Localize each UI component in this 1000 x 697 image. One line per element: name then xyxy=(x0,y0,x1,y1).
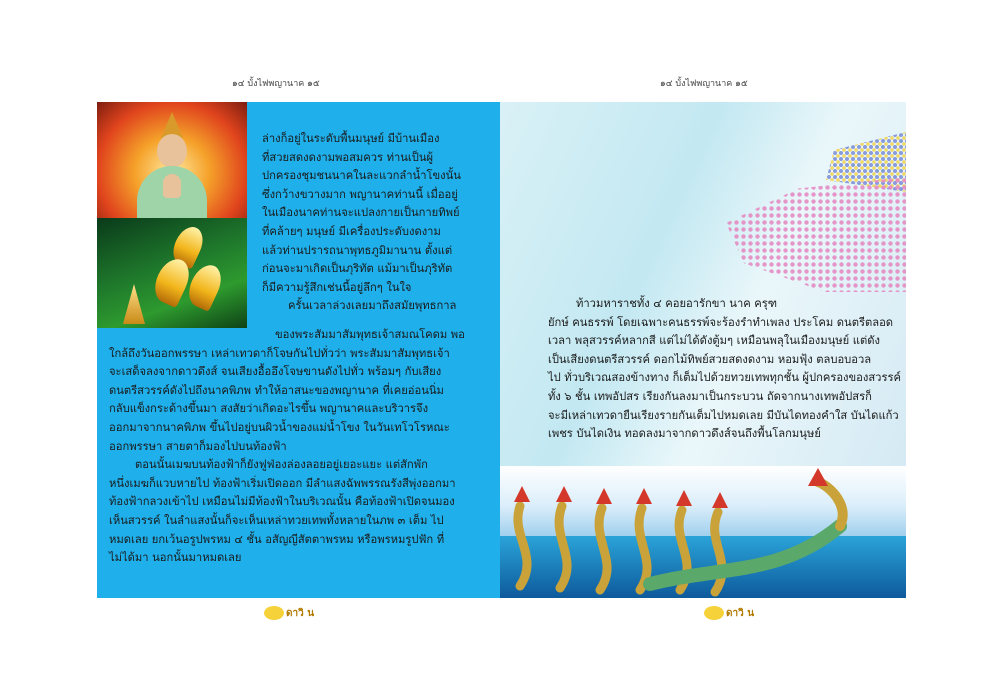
naga-serpents-illustration xyxy=(500,466,906,598)
text-line: จะมีเหล่าเทวดายืนเรียงรายกันเต็มไปหมดเลย มีบันไดทองคำใส บันไดแก้ว xyxy=(548,408,899,422)
left-page-panel xyxy=(97,102,500,598)
text-line: ล่างก็อยู่ในระดับพื้นมนุษย์ มีบ้านเมือง xyxy=(262,132,440,145)
text-line: ไม่ได้มา นอกนั้นมาหมดเลย xyxy=(109,551,242,565)
text-line: ปกครองชุมชนนาคในละแวกลำน้ำโขงนั้น xyxy=(262,169,461,183)
text-line: ในเมืองนาคท่านจะแปลงกายเป็นกายทิพย์ xyxy=(262,206,460,220)
deity-head xyxy=(157,134,187,168)
text-line: ตอนนั้นเมฆบนท้องฟ้าก็ยังฟูฟ่องล่องลอยอยู่เยอะแยะ แต่สักพัก xyxy=(135,458,428,472)
text-line: ซึ่งกว้างขวางมาก พญานาคท่านนี้ เมื่ออยู่ xyxy=(262,187,458,201)
text-line: ใกล้ถึงวันออกพรรษา เหล่าเทวดาก็โจษกันไปทั่วว่า พระสัมมาสัมพุทธเจ้า xyxy=(109,346,450,360)
text-line: เวลา พลุสวรรค์หลากสี แต่ไม่ได้ดังตู้มๆ เหมือนพลุในเมืองมนุษย์ แต่ดัง xyxy=(548,334,880,348)
naga-fireball-illustration xyxy=(97,218,247,328)
text-line: เป็นเสียงดนตรีสวรรค์ ดอกไม้ทิพย์สวยสดงดงาม หอมฟุ้ง ตลบอบอวล xyxy=(548,352,872,366)
golden-pagoda xyxy=(123,284,145,324)
text-line: ที่สวยสดงดงามพอสมควร ท่านเป็นผู้ xyxy=(262,150,434,164)
deity-illustration xyxy=(97,102,247,218)
celestial-procession-illustration xyxy=(722,132,906,294)
text-line: ท้องฟ้ากลวงเข้าไป เหมือนไม่มีท้องฟ้าในบริเวณนั้น คือท้องฟ้าเปิดจนมอง xyxy=(109,495,455,509)
text-line: ทั้ง ๖ ชั้น เทพอัปสร เรียงกันลงมาเป็นกระบวน ถัดจากนางเทพอัปสรก็ xyxy=(548,389,872,403)
logo-icon xyxy=(264,606,284,620)
left-footer-logo xyxy=(264,606,314,621)
text-line: ก็มีความรู้สึกเช่นนี้อยู่ลึกๆ ในใจ xyxy=(262,280,412,294)
text-line: ไป ทั่วบริเวณสองข้างทาง ก็เต็มไปด้วยทวยเทพทุกชั้น ผู้ปกครองของสวรรค์ xyxy=(548,371,901,385)
right-text xyxy=(548,295,903,444)
text-line: เห็นสวรรค์ ในลำแสงนั้นก็จะเห็นเหล่าทวยเทพทั้งหลายในภพ ๓ เต็ม ไป xyxy=(109,513,444,527)
right-page-panel xyxy=(500,102,906,598)
text-line: จะเสด็จลงจากดาวดึงส์ จนเสียงอื้ออึงโจษขานดังไปทั่ว พร้อมๆ กับเสียง xyxy=(109,365,442,379)
right-footer-logo xyxy=(704,606,754,621)
left-text-top xyxy=(262,130,484,316)
text-line: ออกมาจากนาคพิภพ ขึ้นไปอยู่บนผิวน้ำของแม่น้ำโขง ในวันเทโวโรหณะ xyxy=(109,420,450,434)
text-line: หนึ่งเมฆก็แวบหายไป ท้องฟ้าเริ่มเปิดออก มีลำแสงฉัพพรรณรังสีพุ่งออกมา xyxy=(109,476,456,490)
text-line: กลับแข็งกระด้างขึ้นมา สงสัยว่าเกิดอะไรขึ้น พญานาคและบริวารจึง xyxy=(109,402,429,416)
text-line: ครั้นเวลาล่วงเลยมาถึงสมัยพุทธกาล xyxy=(288,299,457,313)
left-text-bottom xyxy=(109,326,489,568)
text-line: แล้วท่านปรารถนาพุทธภูมิมานาน ตั้งแต่ xyxy=(262,243,453,257)
text-line: ท้าวมหาราชทั้ง ๔ คอยอารักขา นาค ครุฑ xyxy=(576,297,778,310)
deity-hands xyxy=(163,174,181,198)
naga-serpents-svg xyxy=(500,466,906,598)
text-line: ของพระสัมมาสัมพุทธเจ้าสมณโคดม พอ xyxy=(275,328,465,341)
text-line: เพชร บันไดเงิน ทอดลงมาจากดาวดึงส์จนถึงพื้นโลกมนุษย์ xyxy=(548,427,821,441)
logo-icon xyxy=(704,606,724,620)
text-line: ที่คล้ายๆ มนุษย์ มีเครื่องประดับงดงาม xyxy=(262,224,441,238)
text-line: ยักษ์ คนธรรพ์ โดยเฉพาะคนธรรพ์จะร้องรำทำเพลง ประโคม ดนตรีตลอด xyxy=(548,315,894,329)
text-line: หมดเลย ยกเว้นอรูปพรหม ๔ ชั้น อสัญญีสัตตาพรหม หรือพรหมรูปฟัก ที่ xyxy=(109,532,445,546)
text-line: ดนตรีสวรรค์ดังไปถึงนาคพิภพ ทำให้อาสนะของพญานาค ที่เคยอ่อนนิ่ม xyxy=(109,383,444,397)
right-page-header: ๑๔ บั้งไฟพญานาค ๑๕ xyxy=(660,79,748,89)
logo-text: ดาวิ น xyxy=(726,608,755,619)
apsara-crowd-front xyxy=(726,177,906,292)
left-page-header: ๑๔ บั้งไฟพญานาค ๑๕ xyxy=(232,79,320,89)
logo-text: ดาวิ น xyxy=(286,608,315,619)
text-line: ก่อนจะมาเกิดเป็นภุริทัต แม้มาเป็นภุริทัต xyxy=(262,262,453,276)
text-line: ออกพรรษา สายตาก็มองไปบนท้องฟ้า xyxy=(109,439,287,453)
